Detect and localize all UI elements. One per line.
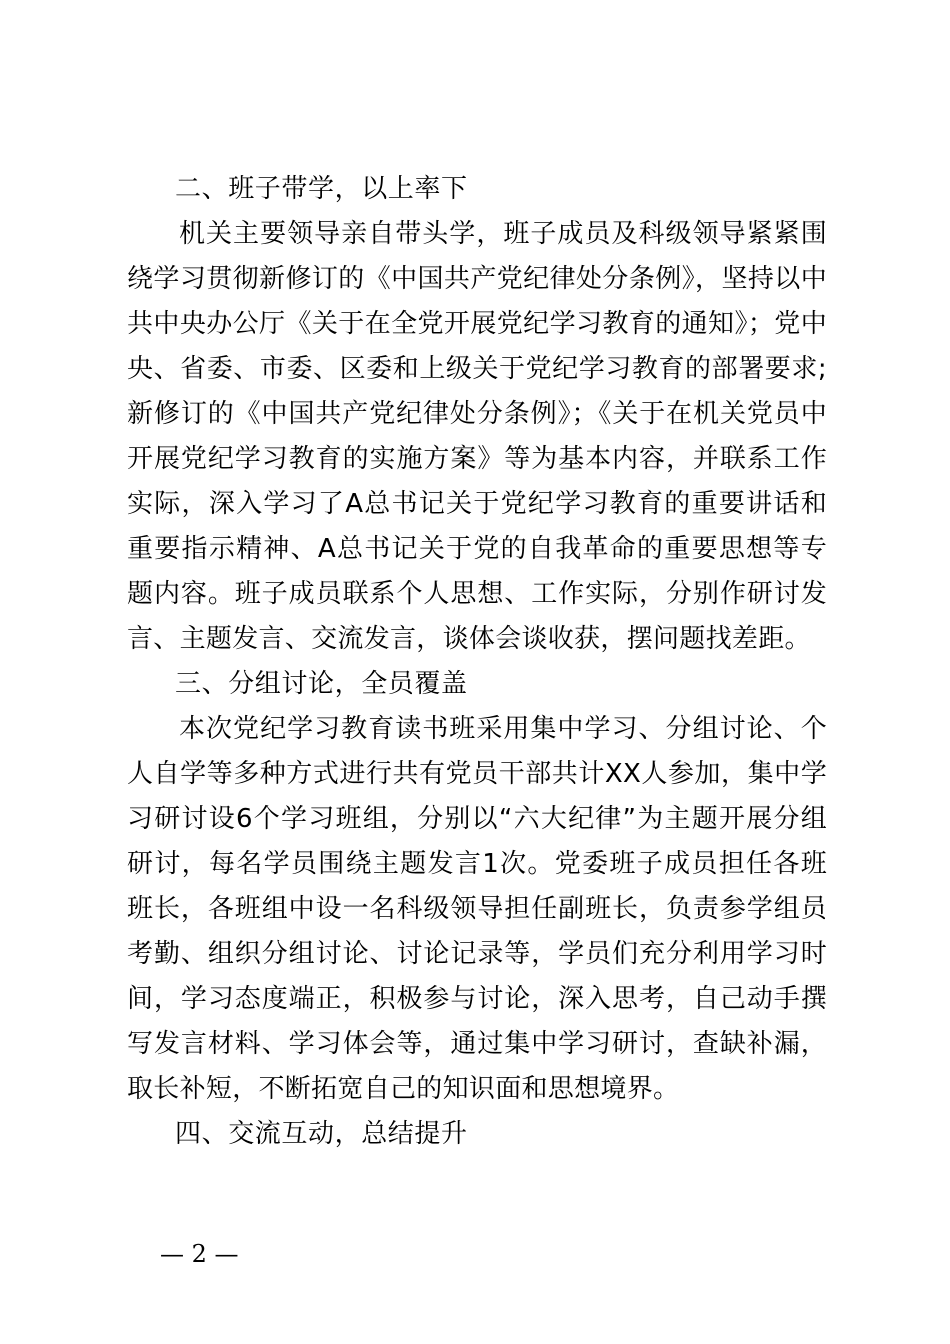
section-heading-2: 二、班子带学，以上率下 [175, 174, 468, 204]
section-heading-4: 四、交流互动，总结提升 [175, 1119, 468, 1149]
page-number: — 2 — [160, 1240, 239, 1268]
section-paragraph-2: 机关主要领导亲自带头学，班子成员及科级领导紧紧围绕学习贯彻新修订的《中国共产党纪律处分条例》，坚持以中共中央办公厅《关于在全党开展党纪学习教育的通知》；党中央、省委、市委、区委和上级关于党纪学习教育的部署要求;新修订的《中国共产党纪律处分条例》；《关于在机关党员中开展党纪学习教育的实施方案》等为基本内容，并联系工作实际，深入学习了A总书记关于党纪学习教育的重要讲话和重要指示精神、A总书记关于党的自我革命的重要思想等专题内容。班子成员联系个人思想、工作实际，分别作研讨发言、主题发言、交流发言，谈体会谈收获，摆问题找差距。 [127, 219, 827, 654]
document-body [127, 167, 827, 1157]
section-paragraph-3: 本次党纪学习教育读书班采用集中学习、分组讨论、个人自学等多种方式进行共有党员干部共计XX人参加，集中学习研讨设6个学习班组，分别以“六大纪律”为主题开展分组研讨，每名学员围绕主题发言1次。党委班子成员担任各班班长，各班组中设一名科级领导担任副班长，负责参学组员考勤、组织分组讨论、讨论记录等，学员们充分利用学习时间，学习态度端正，积极参与讨论，深入思考，自己动手撰写发言材料、学习体会等，通过集中学习研讨，查缺补漏，取长补短，不断拓宽自己的知识面和思想境界。 [127, 714, 827, 1104]
section-heading-3: 三、分组讨论，全员覆盖 [175, 669, 468, 699]
